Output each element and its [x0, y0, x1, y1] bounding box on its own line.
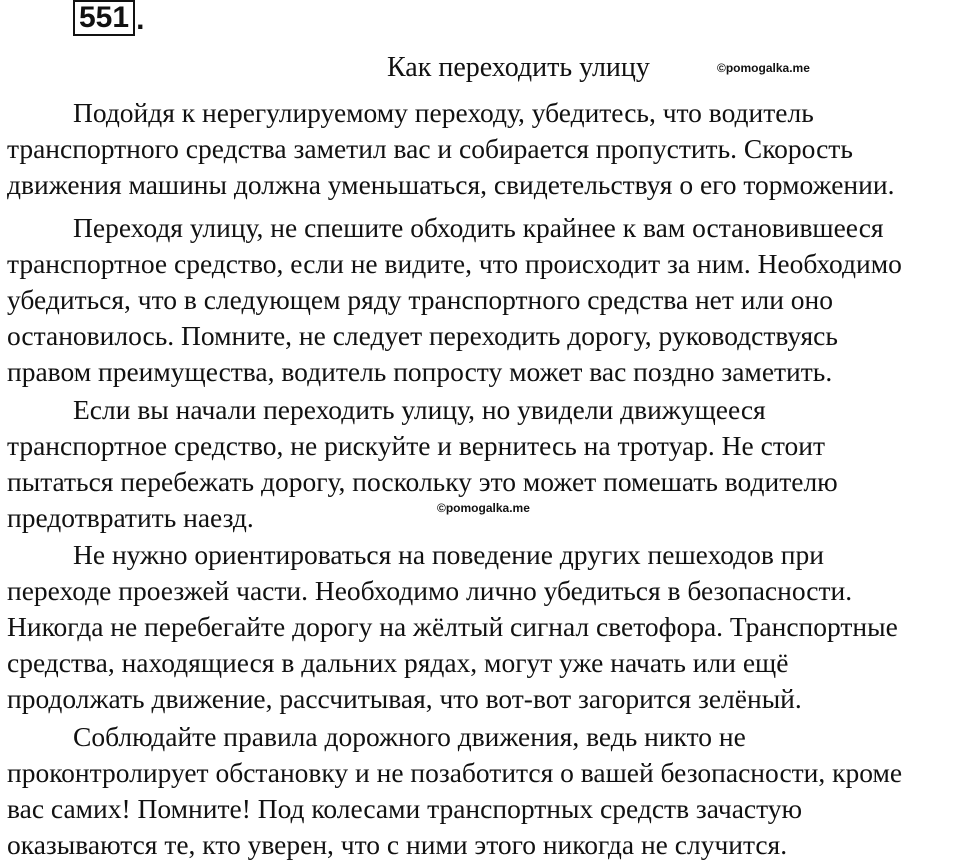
paragraph-line: вас самих! Помните! Под колесами транспортных средств зачастую	[7, 793, 803, 824]
paragraph-1	[7, 95, 957, 203]
paragraph-line: проконтролирует обстановку и не позаботится о вашей безопасности, кроме	[7, 757, 903, 788]
paragraph-line: Соблюдайте правила дорожного движения, ведь никто не	[73, 721, 746, 752]
paragraph-4	[7, 537, 957, 717]
paragraph-line: транспортное средство, если не видите, что происходит за ним. Необходимо	[7, 248, 902, 279]
paragraph-line: убедиться, что в следующем ряду транспортного средства нет или оно	[7, 284, 834, 315]
text-title: Как переходить улицу	[387, 52, 650, 83]
paragraph-line: транспортного средства заметил вас и собирается пропустить. Скорость	[7, 133, 853, 164]
paragraph-line: продолжать движение, рассчитывая, что вот-вот загорится зелёный.	[7, 683, 802, 714]
paragraph-line: переходе проезжей части. Необходимо лично убедиться в безопасности.	[7, 575, 853, 606]
paragraph-line: движения машины должна уменьшаться, свидетельствуя о его торможении.	[7, 169, 895, 200]
paragraph-2	[7, 210, 957, 390]
paragraph-line: Никогда не перебегайте дорогу на жёлтый сигнал светофора. Транспортные	[7, 611, 898, 642]
paragraph-line: транспортное средство, не рискуйте и вернитесь на тротуар. Не стоит	[7, 430, 825, 461]
paragraph-line: Не нужно ориентироваться на поведение других пешеходов при	[73, 539, 824, 570]
paragraph-line: предотвратить наезд.	[7, 502, 254, 533]
paragraph-line: Подойдя к нерегулируемому переходу, убедитесь, что водитель	[73, 97, 814, 128]
paragraph-line: пытаться перебежать дорогу, поскольку это может помешать водителю	[7, 466, 838, 497]
paragraph-5	[7, 719, 957, 863]
paragraph-line: остановилось. Помните, не следует переходить дорогу, руководствуясь	[7, 320, 838, 351]
paragraph-line: Переходя улицу, не спешите обходить крайнее к вам остановившееся	[73, 212, 884, 243]
paragraph-line: средства, находящиеся в дальних рядах, могут уже начать или ещё	[7, 647, 789, 678]
exercise-number-box: 551	[73, 0, 135, 36]
paragraph-line: оказываются те, кто уверен, что с ними этого никогда не случится.	[7, 829, 788, 860]
paragraph-line: Если вы начали переходить улицу, но увидели движущееся	[73, 394, 766, 425]
watermark: ©pomogalka.me	[717, 61, 810, 75]
watermark: ©pomogalka.me	[437, 501, 530, 515]
paragraph-line: правом преимущества, водитель попросту может вас поздно заметить.	[7, 356, 833, 387]
exercise-number-suffix: .	[136, 3, 145, 36]
exercise-number	[73, 1, 145, 36]
